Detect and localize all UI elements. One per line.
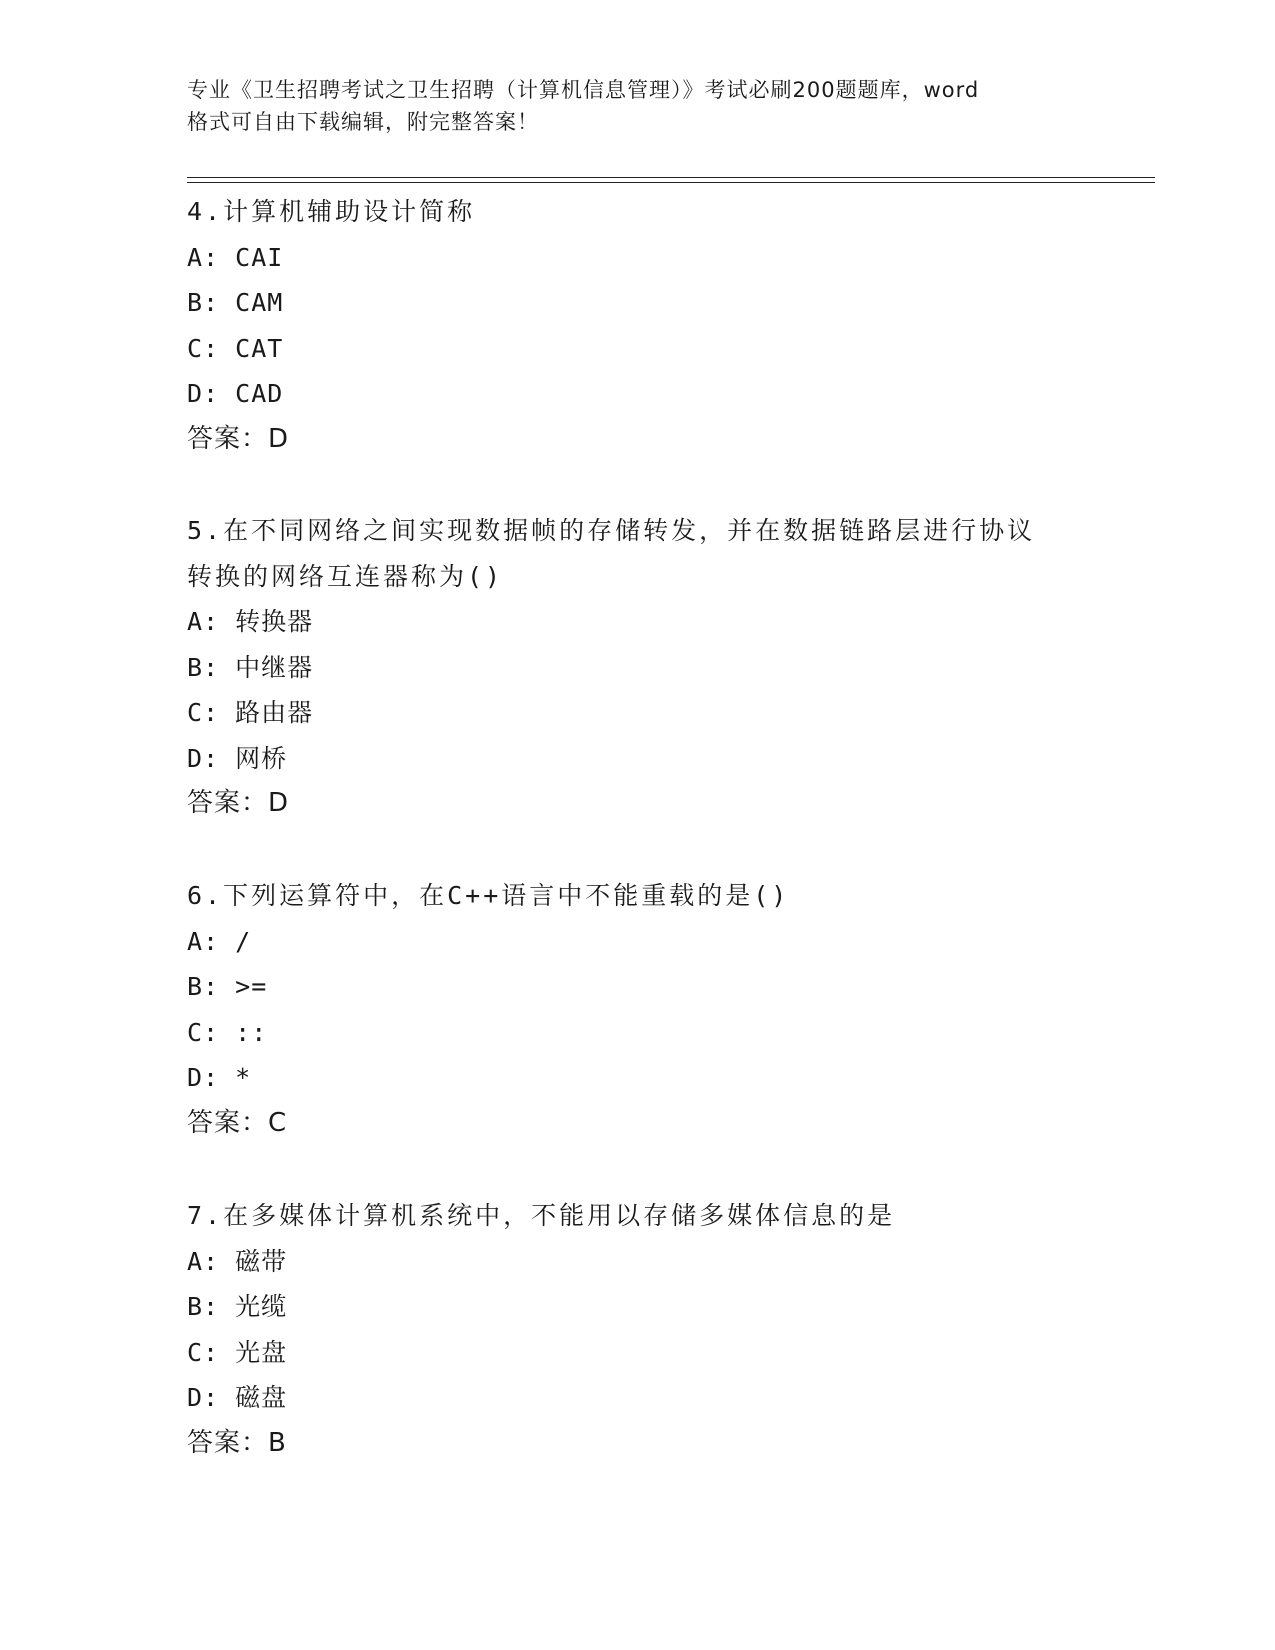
option-d: D: * [187, 1063, 252, 1092]
answer: 答案：D [187, 423, 290, 454]
option-b: B: 中继器 [187, 652, 314, 682]
answer: 答案：C [187, 1107, 288, 1138]
header-divider-top [187, 177, 1155, 178]
question-title: 7.在多媒体计算机系统中，不能用以存储多媒体信息的是 [187, 1201, 896, 1230]
question-title: 5.在不同网络之间实现数据帧的存储转发，并在数据链路层进行协议 [187, 516, 1036, 545]
question-5 [187, 508, 1087, 827]
option-c: C: CAT [187, 333, 284, 363]
option-d: D: CAD [187, 379, 284, 408]
answer: 答案：D [187, 788, 290, 818]
option-a: A: CAI [187, 242, 284, 272]
question-title-line-2: 转换的网络互连器称为() [187, 561, 504, 591]
option-c: C: 路由器 [187, 698, 314, 727]
answer: 答案：B [187, 1427, 287, 1458]
option-c: C: 光盘 [187, 1337, 288, 1367]
option-d: D: 磁盘 [187, 1383, 288, 1412]
option-a: A: / [187, 926, 252, 956]
question-7 [187, 1193, 1087, 1466]
document-header [187, 74, 1087, 138]
option-a: A: 转换器 [187, 607, 314, 636]
header-divider-bottom [187, 182, 1155, 183]
question-title: 6.下列运算符中，在C++语言中不能重载的是() [187, 881, 790, 910]
option-b: B: CAM [187, 288, 284, 317]
option-a: A: 磁带 [187, 1246, 288, 1276]
question-title: 4.计算机辅助设计简称 [187, 197, 476, 226]
option-d: D: 网桥 [187, 743, 288, 773]
option-b: B: >= [187, 972, 268, 1001]
option-c: C: :: [187, 1017, 268, 1047]
question-6 [187, 873, 1087, 1146]
header-line-1: 专业《卫生招聘考试之卫生招聘（计算机信息管理）》考试必刷200题题库，word [187, 78, 980, 102]
question-4 [187, 189, 1087, 462]
header-line-2: 格式可自由下载编辑，附完整答案！ [187, 110, 539, 134]
option-b: B: 光缆 [187, 1292, 288, 1321]
